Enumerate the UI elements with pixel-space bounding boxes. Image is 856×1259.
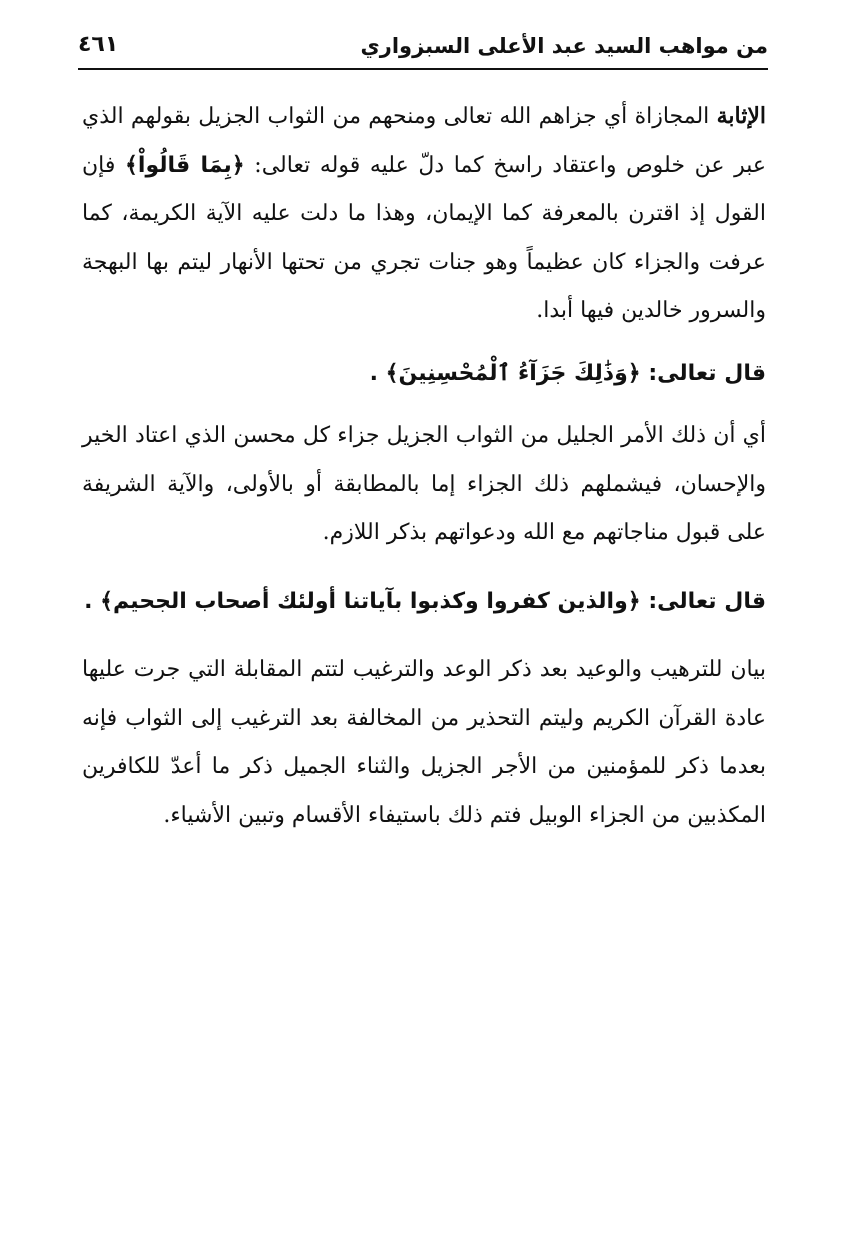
verse-heading-jahim [82,578,766,627]
body-text [82,92,766,854]
verse-end: . [84,588,101,614]
paragraph-commentary-1: أي أن ذلك الأمر الجليل من الثواب الجزيل جزاء كل محسن الذي اعتاد الخير والإحسان، فيشملهم ذلك الجزاء إما بالمطابقة أو بالأولى، والآية الشريفة على قبول مناجاتهم مع الله ودعواتهم بذكر اللازم. [82,423,766,545]
verse-lead: قال تعالى: [640,588,766,614]
paragraph-text: فإن القول إذ اقترن بالمعرفة كما الإيمان، وهذا ما دلت عليه الآية الكريمة، كما عرفت والجزاء كان عظيماً وهو جنات تجري من تحتها الأنهار ليتم بها البهجة والسرور خالدين فيها أبدا. [82,152,766,323]
header-rule [78,68,768,70]
quran-quote: ﴿بِمَا قَالُواْ﴾ [125,152,245,178]
page-number: ٤٦١ [78,32,119,57]
running-title: من مواهب السيد عبد الأعلى السبزواري [360,34,768,58]
quran-quote: ﴿وَذَٰلِكَ جَزَآءُ ٱلْمُحْسِنِينَ﴾ [385,360,641,386]
paragraph-commentary-2: بيان للترهيب والوعيد بعد ذكر الوعد والترغيب لتتم المقابلة التي جرت عليها عادة القرآن الكريم وليتم التحذير من المخالفة بعد الترغيب إلى الثواب فإنه بعدما ذكر للمؤمنين من الأجر الجزيل والثناء الجميل ذكر ما أعدّ للكافرين المكذبين من الجزاء الوبيل فتم ذلك باستيفاء الأقسام وتبين الأشياء. [82,657,766,828]
paragraph-ithaba [82,92,766,336]
verse-heading-muhsinin [82,350,766,399]
verse-lead: قال تعالى: [640,360,766,386]
defined-term: الإثابة [716,103,766,129]
quran-quote: ﴿والذين كفروا وكذبوا بآياتنا أولئك أصحاب الجحيم﴾ [100,588,641,614]
paragraph-text: المجازاة أي جزاهم الله تعالى ومنحهم من الثواب الجزيل بقولهم الذي عبر عن خلوص واعتقاد راسخ كما دلّ عليه قوله تعالى: [82,104,766,178]
verse-end: . [369,360,386,386]
page-header [78,30,768,70]
